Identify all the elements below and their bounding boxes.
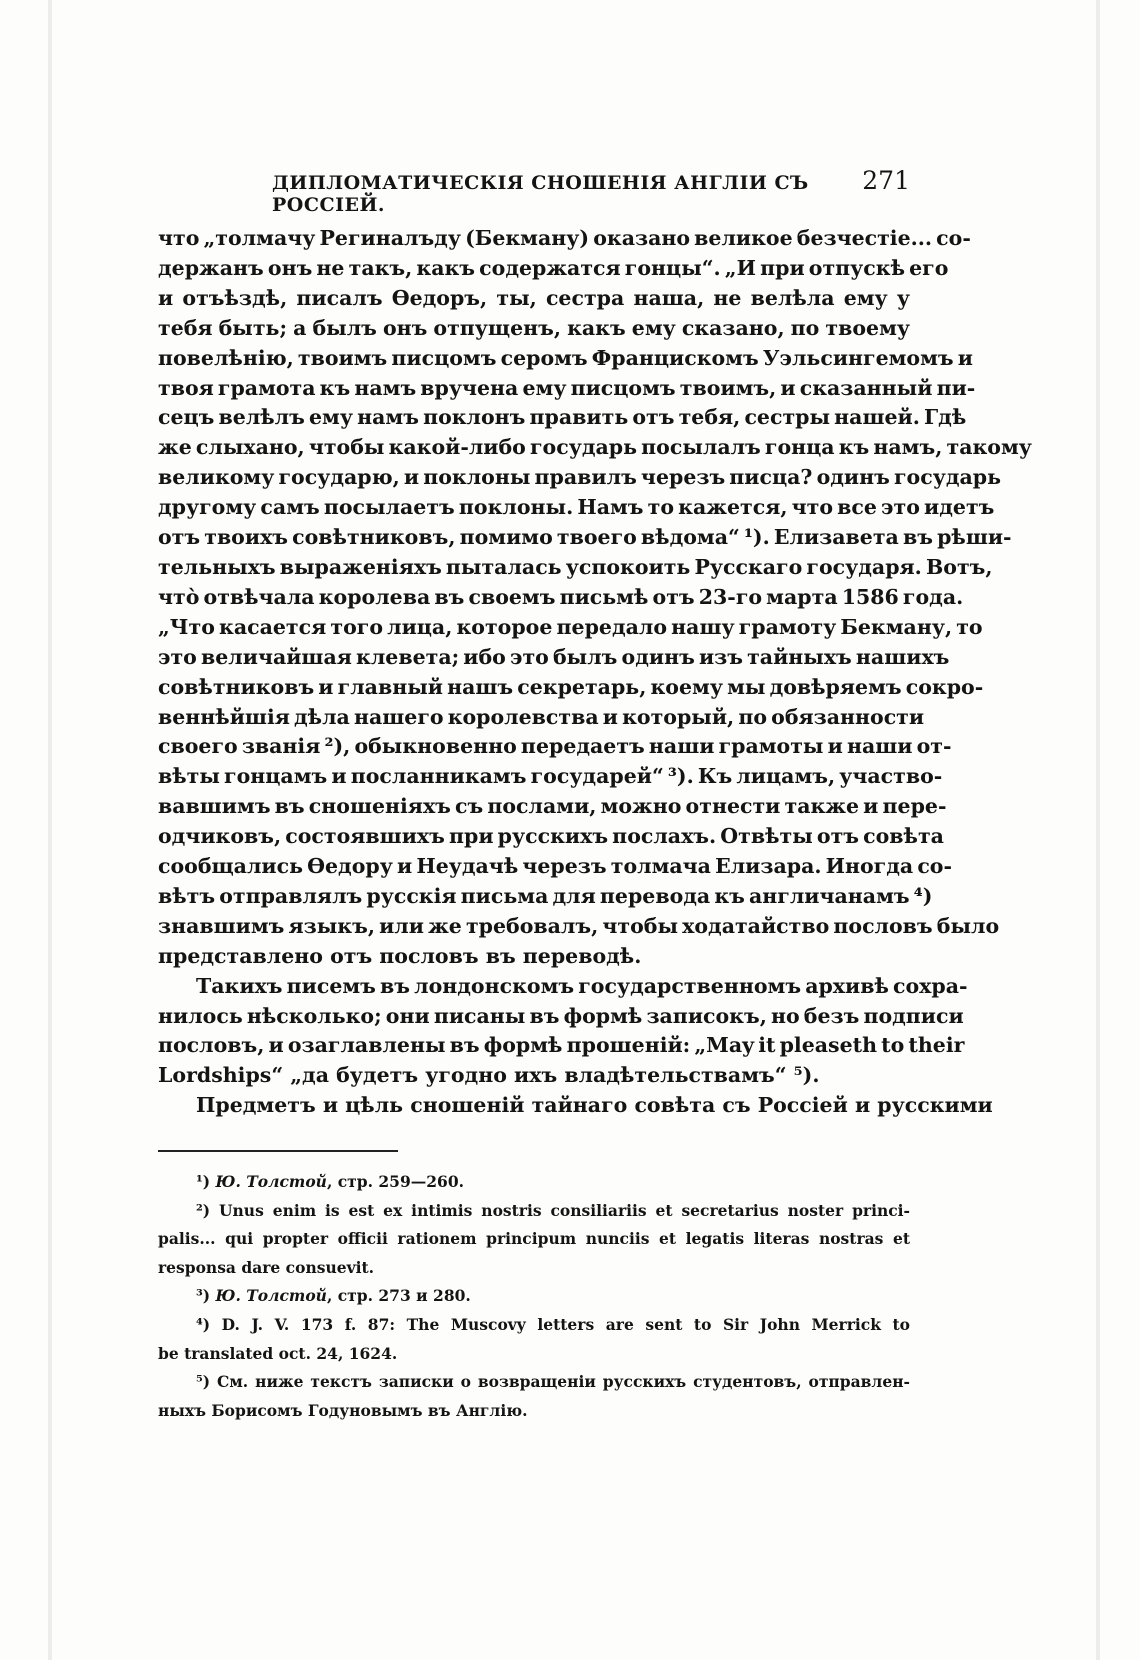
body-line: сообщались Ѳедору и Неудачѣ черезъ толмача Елизара. Иногда со- xyxy=(158,854,952,879)
body-line: что „толмачу Региналъду (Бекману) оказано великое безчестіе... со- xyxy=(158,226,971,250)
body-line: тебя быть; а былъ онъ отпущенъ, какъ ему сказано, по твоему xyxy=(158,315,910,340)
body-line: что̀ отвѣчала королева въ своемъ письмѣ отъ 23-го марта 1586 года. xyxy=(158,584,964,609)
scan-edge-right xyxy=(1096,0,1100,1660)
body-text xyxy=(158,224,1032,1121)
footnote-3 xyxy=(158,1282,910,1311)
footnote-1 xyxy=(158,1168,910,1197)
body-line: великому государю, и поклоны правилъ черезъ писца? одинъ государь xyxy=(158,465,1002,490)
footnote-3-mark: ³) xyxy=(196,1286,211,1306)
body-line: вавшимъ въ сношеніяхъ съ послами, можно отнести также и пере- xyxy=(158,794,947,819)
body-line: Lordships“ „да будетъ угодно ихъ владѣтельствамъ“ ⁵). xyxy=(158,1063,820,1088)
body-line: Предметъ и цѣль сношеній тайнаго совѣта съ Россіей и русскими xyxy=(196,1093,993,1118)
footnote-2-line: ²) Unus enim is est ex intimis nostris consiliariis et secretarius noster princi- xyxy=(196,1200,910,1220)
body-line: вѣтъ отправлялъ русскія письма для перевода къ англичанамъ ⁴) xyxy=(158,883,933,908)
page-number: 271 xyxy=(862,166,910,195)
body-line: представлено отъ пословъ въ переводѣ. xyxy=(158,943,642,968)
footnote-4-line: be translated oct. 24, 1624. xyxy=(158,1343,398,1363)
body-line: Такихъ писемъ въ лондонскомъ государственномъ архивѣ сохра- xyxy=(196,973,968,998)
body-line: пословъ, и озаглавлены въ формѣ прошеній: „May it pleaseth to their xyxy=(158,1033,965,1058)
body-line: сецъ велѣлъ ему намъ поклонъ править отъ тебя, сестры нашей. Гдѣ xyxy=(158,405,967,430)
footnotes xyxy=(158,1168,910,1425)
footnote-1-text: , стр. 259—260. xyxy=(326,1172,465,1191)
body-line: одчиковъ, состоявшихъ при русскихъ послахъ. Отвѣты отъ совѣта xyxy=(158,824,944,849)
body-line: тельныхъ выраженіяхъ пыталась успокоить Русскаго государя. Вотъ, xyxy=(158,554,993,579)
body-line: нилось нѣсколько; они писаны въ формѣ записокъ, но безъ подписи xyxy=(158,1003,964,1028)
footnote-1-author: Ю. Толстой xyxy=(215,1172,327,1191)
footnote-3-text: , стр. 273 и 280. xyxy=(326,1286,471,1306)
body-line: вѣты гонцамъ и посланникамъ государей“ ³). Къ лицамъ, участво- xyxy=(158,764,943,789)
body-line: веннѣйшія дѣла нашего королевства и который, по обязанности xyxy=(158,704,925,729)
footnote-separator xyxy=(158,1150,398,1152)
footnote-3-author: Ю. Толстой xyxy=(215,1286,327,1306)
footnote-2-line: palis... qui propter officii rationem principum nunciis et legatis literas nostras et xyxy=(158,1229,910,1249)
body-line: твоя грамота къ намъ вручена ему писцомъ твоимъ, и сказанный пи- xyxy=(158,375,976,400)
footnote-1-mark: ¹) xyxy=(196,1172,211,1191)
footnote-2-line: responsa dare consuevit. xyxy=(158,1257,375,1277)
body-line: „Что касается того лица, которое передало нашу грамоту Бекману, то xyxy=(158,614,983,639)
page-header xyxy=(262,162,910,216)
body-line: своего званія ²), обыкновенно передаетъ наши грамоты и наши от- xyxy=(158,734,952,759)
body-line: совѣтниковъ и главный нашъ секретарь, коему мы довѣряемъ сокро- xyxy=(158,674,984,699)
body-line: отъ твоихъ совѣтниковъ, помимо твоего вѣдома“ ¹). Елизавета въ рѣши- xyxy=(158,525,1012,550)
body-line: знавшимъ языкъ, или же требовалъ, чтобы ходатайство пословъ было xyxy=(158,913,1000,938)
body-line: держанъ онъ не такъ, какъ содержатся гонцы“. „И при отпускѣ его xyxy=(158,255,949,280)
footnote-5-line: ⁵) См. ниже текстъ записки о возвращеніи русскихъ студентовъ, отправлен- xyxy=(196,1372,910,1392)
running-title: ДИПЛОМАТИЧЕСКІЯ СНОШЕНІЯ АНГЛІИ СЪ РОССІЕЙ. xyxy=(272,172,809,216)
body-line: и отъѣздѣ, писалъ Ѳедоръ, ты, сестра наша, не велѣла ему у xyxy=(158,285,910,310)
footnote-4-line: ⁴) D. J. V. 173 f. 87: The Muscovy letters are sent to Sir John Merrick to xyxy=(196,1314,910,1334)
scan-edge-left xyxy=(48,0,52,1660)
body-line: же слыхано, чтобы какой-либо государь посылалъ гонца къ намъ, такому xyxy=(158,435,1032,460)
footnote-5-line: ныхъ Борисомъ Годуновымъ въ Англію. xyxy=(158,1400,528,1420)
body-line: другому самъ посылаетъ поклоны. Намъ то кажется, что все это идетъ xyxy=(158,495,995,520)
body-line: это величайшая клевета; ибо это былъ одинъ изъ тайныхъ нашихъ xyxy=(158,644,950,669)
body-line: повелѣнію, твоимъ писцомъ серомъ Францискомъ Уэльсингемомъ и xyxy=(158,345,973,370)
